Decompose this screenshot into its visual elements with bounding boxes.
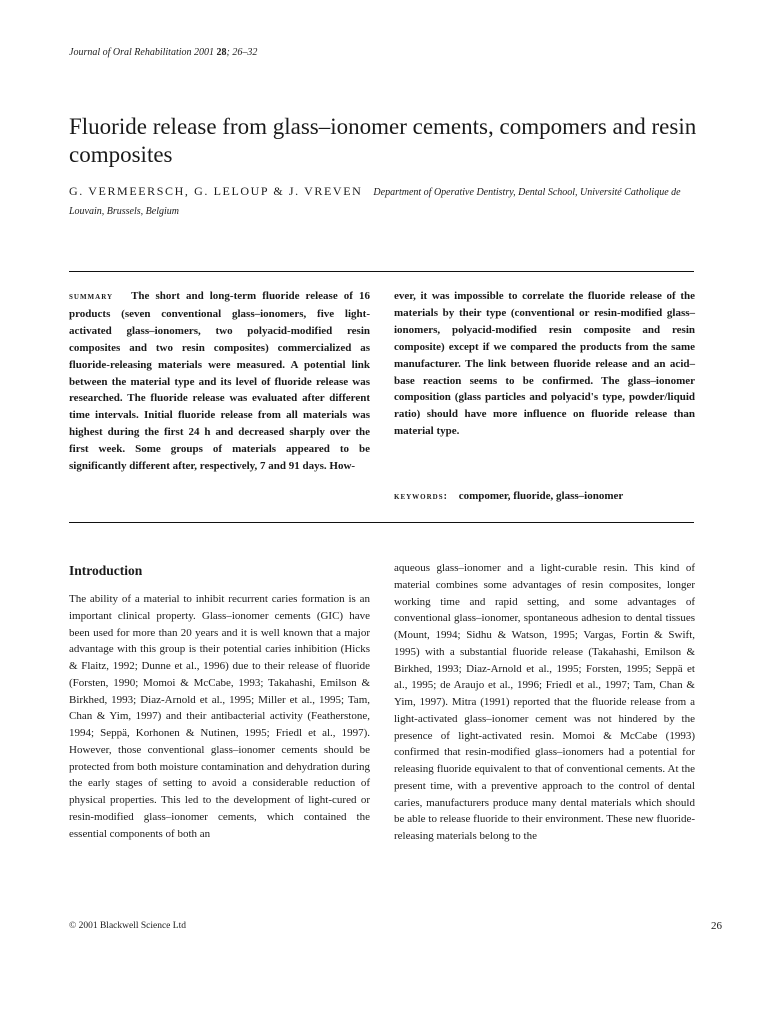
- introduction-heading: Introduction: [69, 563, 143, 578]
- copyright-notice: © 2001 Blackwell Science Ltd: [69, 921, 186, 931]
- article-title: Fluoride release from glass–ionomer cements, compomers and resin composites: [69, 114, 697, 167]
- summary-label: summary: [69, 291, 114, 302]
- journal-year: 2001: [194, 47, 214, 58]
- author-names: G. VERMEERSCH, G. LELOUP & J. VREVEN: [69, 184, 363, 198]
- introduction-right-column: aqueous glass–ionomer and a light-curable resin. This kind of material combines some advantages of resin composites, longer working time and rapid setting, and some advantages of conventional glass–ionomer, spontaneous adhesion to dental tissues (Mount, 1994; Sidhu & Watson, 1995; Vargas, Fortin & Swift, 1995) with a substantial fluoride release (Takahashi, Emilson & Birkhed, 1993; Diaz-Arnold et al., 1995; Forsten, 1995; Seppä et al., 1995; de Araujo et al., 1996; Friedl et al., 1997; Tam, Chan & Yim, 1997). Mitra (1991) reported that the fluoride release from a light-activated glass–ionomer cement was not hindered by the presence of light-activated resin. Momoi & McCabe (1993) confirmed that resin-modified glass–ionomers had a potential for releasing fluoride equivalent to that of conventional cements. At the present time, with a preventive approach to the control of dental caries, manufacturers produce many dental materials which should be able to release fluoride to their environment. These new fluoride-releasing materials belong to the: [394, 562, 695, 842]
- top-divider: [69, 271, 694, 272]
- keywords-line: [394, 488, 695, 505]
- journal-volume: 28: [216, 47, 227, 58]
- author-block: [69, 182, 701, 221]
- page-number: 26: [711, 920, 722, 932]
- abstract-left-column: [69, 288, 370, 475]
- author-affiliation: Department of Operative Dentistry, Dental School, Université Catholique de Louvain, Brussels, Belgium: [69, 187, 681, 217]
- abstract-left-text: The short and long-term fluoride release of 16 products (seven conventional glass–ionomers, five light-activated glass–ionomers, two polyacid-modified resin composites and two resin composites) commercialized as fluoride-releasing materials were measured. A potential link between the material type and its level of fluoride release was researched. The fluoride release was evaluated after different time intervals. Initial fluoride release from all materials was highest during the first 24 h and decreased sharply over the first week. Some groups of materials appeared to be significantly different after, respectively, 7 and 91 days. How-: [69, 290, 370, 473]
- introduction-left-column: The ability of a material to inhibit recurrent caries formation is an important clinical property. Glass–ionomer cements (GIC) have been used for more than 20 years and it is well known that a major advantage with this group is their potential caries inhibition (Hicks & Flaitz, 1992; Dunne et al., 1996) due to their release of fluoride (Forsten, 1990; Momoi & McCabe, 1993; Takahashi, Emilson & Birkhed, 1993; Diaz-Arnold et al., 1995; Miller et al., 1995; Tam, Chan & Yim, 1997) and their antibacterial activity (Featherstone, 1994; Seppä, Korhonen & Nutinen, 1995; Friedl et al., 1997). However, those conventional glass–ionomer cements should be protected from both moisture contamination and dehydration during the early stages of setting to avoid a considerable reduction of physical properties. This led to the development of light-cured or resin-modified glass–ionomer cements, which contained the essential components of both an: [69, 593, 370, 840]
- journal-pages: ; 26–32: [226, 47, 258, 58]
- journal-citation: [69, 47, 257, 58]
- journal-name: Journal of Oral Rehabilitation: [69, 47, 192, 58]
- keywords-label: keywords:: [394, 491, 448, 502]
- bottom-divider: [69, 522, 694, 523]
- keywords-text: compomer, fluoride, glass–ionomer: [458, 490, 624, 502]
- abstract-right-column: ever, it was impossible to correlate the fluoride release of the materials by their type (conventional or resin-modified glass–ionomers, polyacid-modified resin composite and resin composite) except if we compared the products from the same manufacturer. The link between fluoride release and an acid–base reaction seems to be confirmed. The glass–ionomer composition (glass particles and polyacid's type, powder/liquid ratio) should have more influence on fluoride release than material type.: [394, 290, 695, 438]
